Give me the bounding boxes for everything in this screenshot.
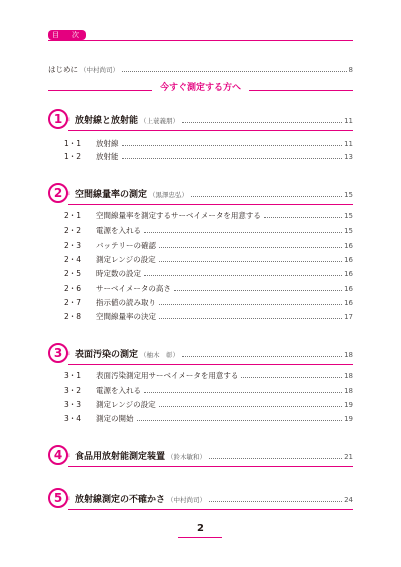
chapter-author: （中村尚司） xyxy=(167,496,207,504)
toc-label: 目 次 xyxy=(48,30,86,40)
leader-dots xyxy=(159,303,342,305)
toc-entry-2-7[interactable] xyxy=(64,297,353,308)
section-page: 16 xyxy=(344,256,353,264)
intro-title: はじめに xyxy=(48,65,78,74)
section-title: 測定レンジの設定 xyxy=(96,255,156,264)
toc-entry-3-3[interactable] xyxy=(64,399,353,410)
leader-dots xyxy=(122,70,347,72)
chapter-underline xyxy=(68,364,353,365)
section-title: 測定の開始 xyxy=(96,414,134,423)
chapter-author: （上蓑義朋） xyxy=(140,117,180,125)
chapter-underline xyxy=(68,466,353,467)
section-title: 空間線量率の決定 xyxy=(96,312,156,321)
section-page: 16 xyxy=(344,242,353,250)
toc-entry-intro[interactable] xyxy=(48,64,353,75)
toc-entry-3-1[interactable] xyxy=(64,370,353,381)
chapter-author: （柚木 彰） xyxy=(140,351,180,359)
page-number: 2 xyxy=(197,523,204,534)
leader-dots xyxy=(182,121,342,123)
chapter-number-badge: 2 xyxy=(48,183,68,203)
toc-entry-2-6[interactable] xyxy=(64,283,353,294)
section-page: 18 xyxy=(344,372,353,380)
chapter-title: 空間線量率の測定 xyxy=(75,190,148,200)
chapter-page: 11 xyxy=(344,117,353,125)
chapter-author: （鈴木敏和） xyxy=(167,453,207,461)
toc-entry-2-8[interactable] xyxy=(64,311,353,322)
chapter-page: 18 xyxy=(344,351,353,359)
chapter-kanji: 章 xyxy=(66,351,70,356)
chapter-page: 15 xyxy=(344,191,353,199)
section-title: 電源を入れる xyxy=(96,386,141,395)
section-number: 2・5 xyxy=(64,269,82,278)
chapter-number-badge: 4 xyxy=(48,445,68,465)
section-number: 2・1 xyxy=(64,211,82,220)
section-title: 測定レンジの設定 xyxy=(96,400,156,409)
section-number: 2・3 xyxy=(64,241,82,250)
chapter-title: 表面汚染の測定 xyxy=(75,350,139,360)
leader-dots xyxy=(241,376,342,378)
section-title: 電源を入れる xyxy=(96,226,141,235)
section-page: 15 xyxy=(344,212,353,220)
chapter-2-heading[interactable] xyxy=(48,183,353,203)
section-number: 2・6 xyxy=(64,284,82,293)
leader-dots xyxy=(137,419,343,421)
section-title: 放射線 xyxy=(96,139,119,148)
section-title: バッテリーの確認 xyxy=(96,241,156,250)
section-page: 19 xyxy=(344,415,353,423)
chapter-page: 24 xyxy=(344,496,353,504)
chapter-1-heading[interactable] xyxy=(48,109,353,129)
section-title: サーベイメータの高さ xyxy=(96,284,171,293)
toc-entry-2-1[interactable] xyxy=(64,210,353,221)
section-number: 3・1 xyxy=(64,371,82,380)
leader-dots xyxy=(191,195,342,197)
leader-dots xyxy=(159,405,342,407)
toc-entry-1-1[interactable] xyxy=(64,138,353,149)
leader-dots xyxy=(264,216,342,218)
quick-start-banner xyxy=(48,82,353,95)
section-page: 16 xyxy=(344,299,353,307)
chapter-underline xyxy=(68,509,353,510)
chapter-3-heading[interactable] xyxy=(48,343,353,363)
section-title: 指示値の読み取り xyxy=(96,298,156,307)
chapter-underline xyxy=(68,204,353,205)
leader-dots xyxy=(144,231,342,233)
section-page: 11 xyxy=(344,140,353,148)
leader-dots xyxy=(209,500,342,502)
toc-entry-3-2[interactable] xyxy=(64,385,353,396)
toc-entry-2-2[interactable] xyxy=(64,225,353,236)
leader-dots xyxy=(174,289,342,291)
chapter-title: 食品用放射能測定装置 xyxy=(75,452,166,462)
section-number: 3・4 xyxy=(64,414,82,423)
section-number: 1・2 xyxy=(64,152,82,161)
chapter-number-badge: 3 xyxy=(48,343,68,363)
intro-page: 8 xyxy=(348,66,353,74)
toc-entry-2-5[interactable] xyxy=(64,268,353,279)
chapter-underline xyxy=(68,130,353,131)
section-title: 表面汚染測定用サーベイメータを用意する xyxy=(96,371,239,380)
section-page: 16 xyxy=(344,270,353,278)
toc-entry-3-4[interactable] xyxy=(64,413,353,424)
chapter-kanji: 章 xyxy=(66,496,70,501)
chapter-kanji: 章 xyxy=(66,453,70,458)
toc-header-rule xyxy=(48,40,353,41)
section-number: 2・2 xyxy=(64,226,82,235)
chapter-author: （黒澤忠弘） xyxy=(149,191,189,199)
section-number: 3・2 xyxy=(64,386,82,395)
leader-dots xyxy=(144,391,342,393)
section-title: 空間線量率を測定するサーベイメータを用意する xyxy=(96,211,261,220)
page-number-underline xyxy=(178,537,222,538)
section-number: 2・8 xyxy=(64,312,82,321)
leader-dots xyxy=(182,355,342,357)
section-number: 2・4 xyxy=(64,255,82,264)
section-page: 19 xyxy=(344,401,353,409)
chapter-number-badge: 1 xyxy=(48,109,68,129)
section-number: 3・3 xyxy=(64,400,82,409)
section-page: 16 xyxy=(344,285,353,293)
toc-entry-2-3[interactable] xyxy=(64,240,353,251)
chapter-kanji: 章 xyxy=(66,191,70,196)
leader-dots xyxy=(122,144,343,146)
section-title: 放射能 xyxy=(96,152,119,161)
chapter-title: 放射線と放射能 xyxy=(75,116,139,126)
section-number: 2・7 xyxy=(64,298,82,307)
leader-dots xyxy=(159,260,342,262)
chapter-4-heading[interactable] xyxy=(48,445,353,465)
toc-entry-1-2[interactable] xyxy=(64,151,353,162)
chapter-kanji: 章 xyxy=(66,117,70,122)
section-page: 18 xyxy=(344,387,353,395)
section-page: 13 xyxy=(344,153,353,161)
section-number: 1・1 xyxy=(64,139,82,148)
intro-author: （中村尚司） xyxy=(80,66,119,74)
chapter-5-heading[interactable] xyxy=(48,488,353,508)
banner-title: 今すぐ測定する方へ xyxy=(152,83,249,93)
chapter-title: 放射線測定の不確かさ xyxy=(75,495,166,505)
leader-dots xyxy=(159,317,342,319)
section-title: 時定数の設定 xyxy=(96,269,141,278)
toc-entry-2-4[interactable] xyxy=(64,254,353,265)
leader-dots xyxy=(144,274,342,276)
leader-dots xyxy=(159,246,342,248)
section-page: 17 xyxy=(344,313,353,321)
section-page: 15 xyxy=(344,227,353,235)
chapter-page: 21 xyxy=(344,453,353,461)
chapter-number-badge: 5 xyxy=(48,488,68,508)
leader-dots xyxy=(209,457,342,459)
leader-dots xyxy=(122,157,343,159)
